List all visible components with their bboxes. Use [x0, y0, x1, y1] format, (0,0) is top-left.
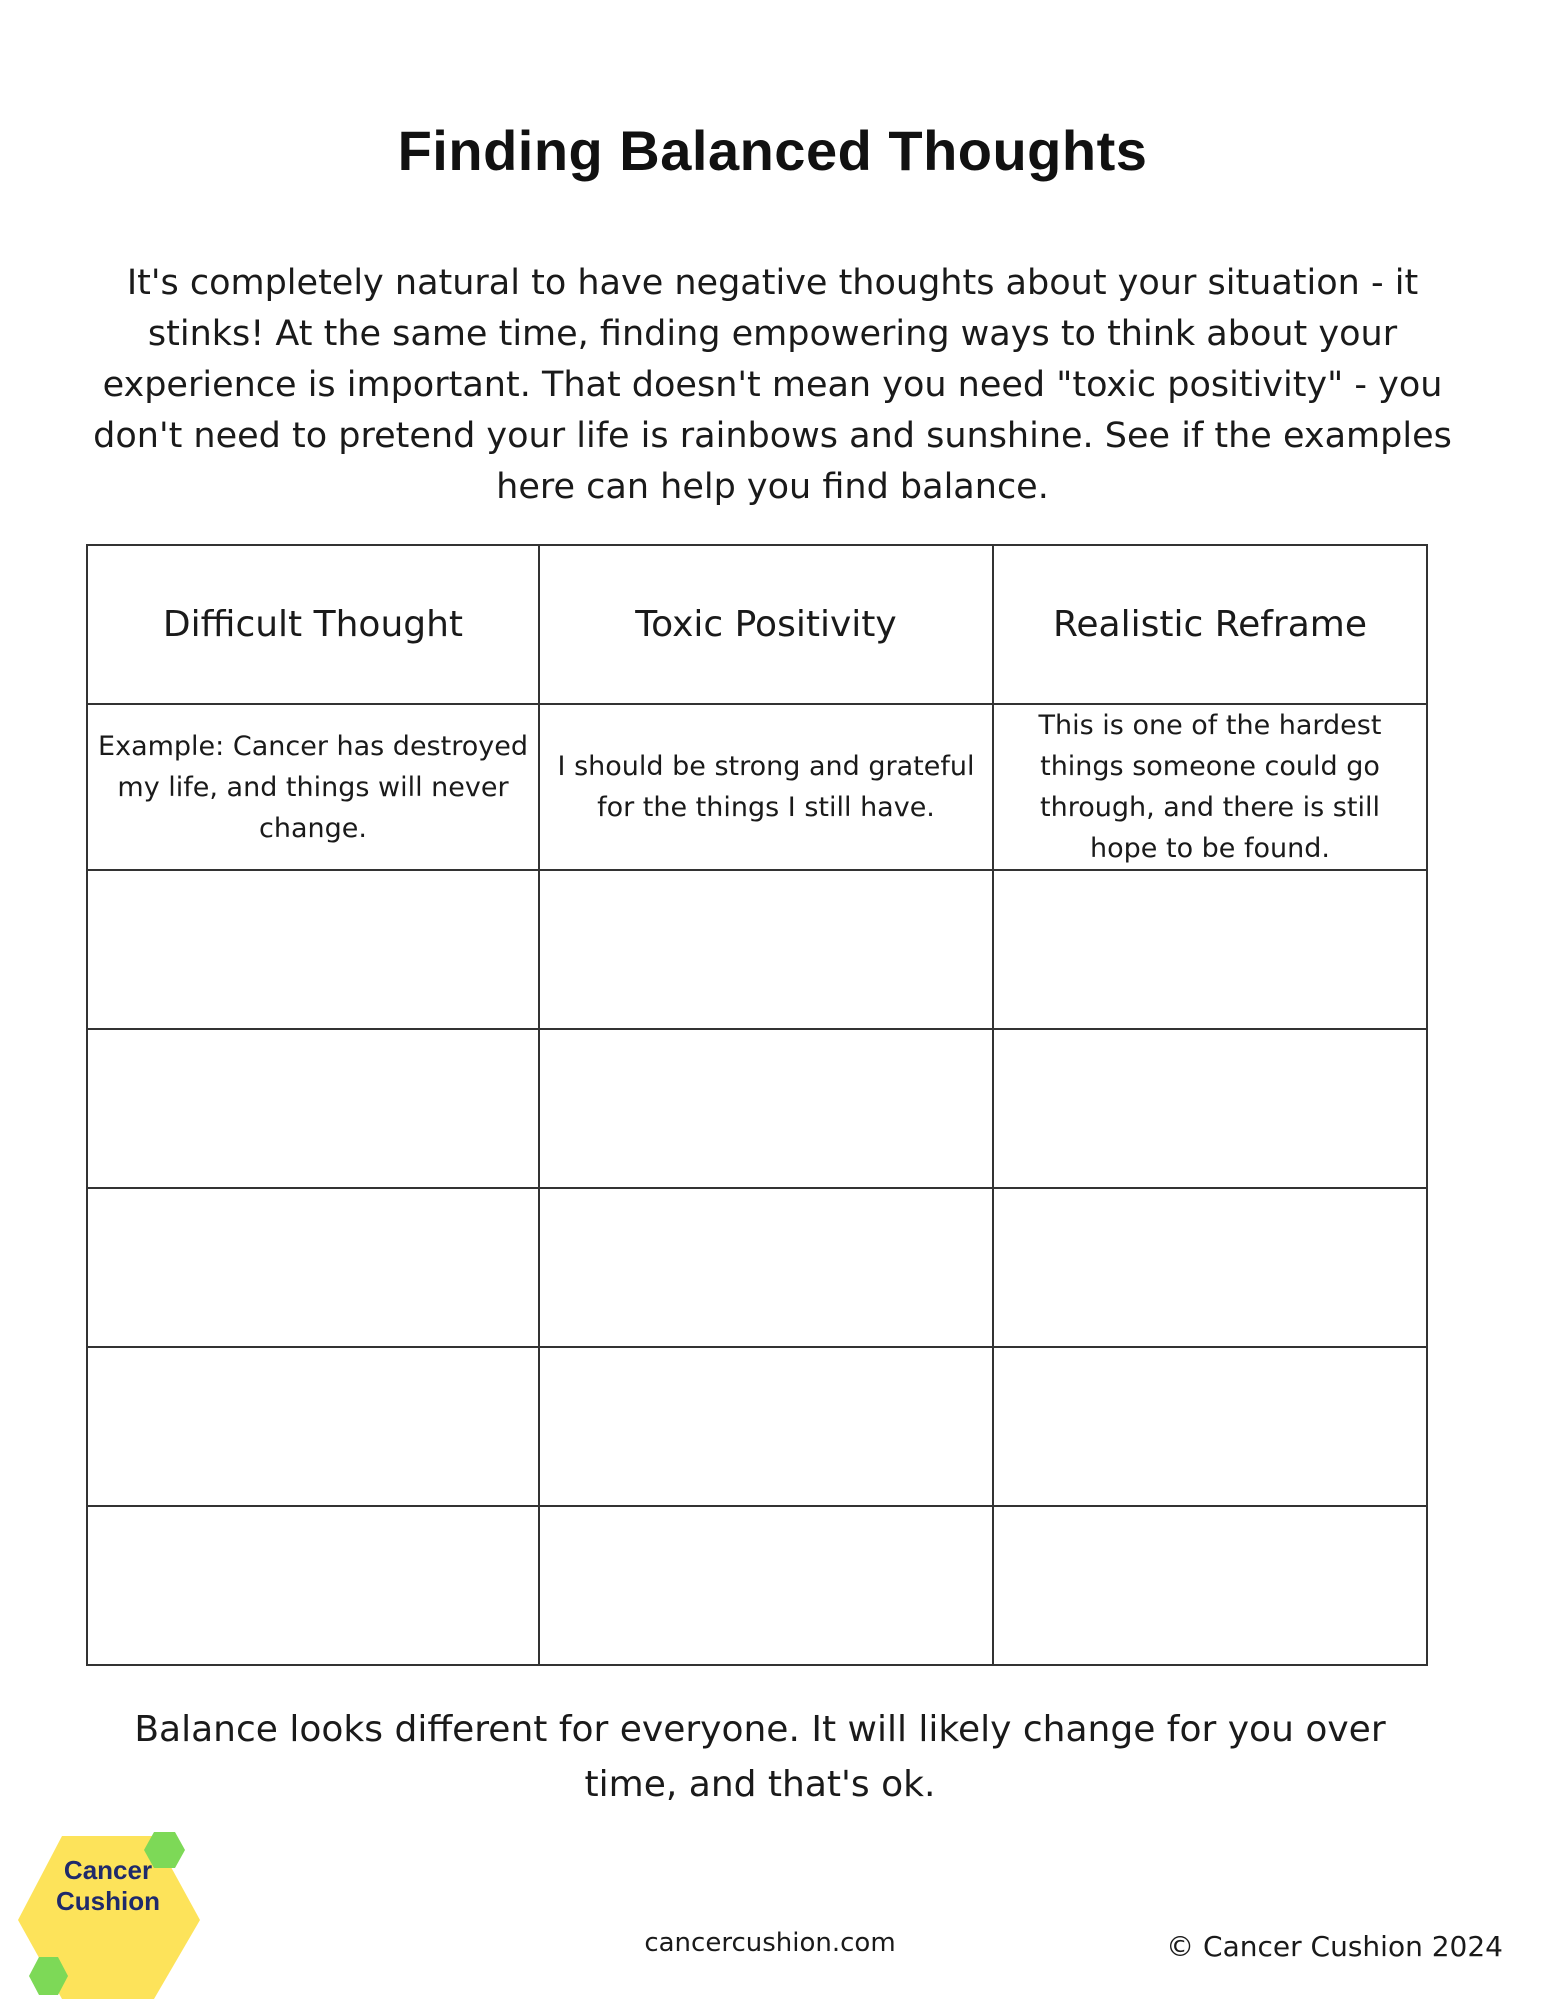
header-toxic-positivity: Toxic Positivity — [539, 545, 993, 704]
logo-wordmark — [28, 1855, 188, 1917]
blank-cell[interactable] — [539, 1506, 993, 1665]
table-row — [87, 1506, 1427, 1665]
blank-cell[interactable] — [993, 1029, 1427, 1188]
example-toxic-positivity: I should be strong and grateful for the things I still have. — [539, 704, 993, 870]
header-realistic-reframe: Realistic Reframe — [993, 545, 1427, 704]
example-row — [87, 704, 1427, 870]
table-header-row — [87, 545, 1427, 704]
worksheet-table — [86, 544, 1428, 1666]
blank-cell[interactable] — [539, 870, 993, 1029]
blank-cell[interactable] — [87, 870, 539, 1029]
closing-note: Balance looks different for everyone. It will likely change for you over time, and that's ok. — [134, 1709, 1386, 1805]
table-row — [87, 1188, 1427, 1347]
table-row — [87, 1029, 1427, 1188]
logo-text-line1: Cancer — [63, 1855, 153, 1885]
blank-cell[interactable] — [993, 1188, 1427, 1347]
table-row — [87, 870, 1427, 1029]
table-row — [87, 1347, 1427, 1506]
blank-cell[interactable] — [993, 1506, 1427, 1665]
example-realistic-reframe: This is one of the hardest things someone could go through, and there is still hope to be found. — [993, 704, 1427, 870]
blank-cell[interactable] — [87, 1029, 539, 1188]
blank-cell[interactable] — [539, 1029, 993, 1188]
blank-cell[interactable] — [87, 1188, 539, 1347]
blank-cell[interactable] — [87, 1347, 539, 1506]
blank-cell[interactable] — [993, 870, 1427, 1029]
header-difficult-thought: Difficult Thought — [87, 545, 539, 704]
page-title: Finding Balanced Thoughts — [397, 119, 1148, 182]
website-url: cancercushion.com — [644, 1928, 896, 1958]
blank-cell[interactable] — [539, 1347, 993, 1506]
logo-text-line2: Cushion — [56, 1886, 160, 1916]
blank-cell[interactable] — [87, 1506, 539, 1665]
blank-cell[interactable] — [539, 1188, 993, 1347]
copyright-notice: © Cancer Cushion 2024 — [1166, 1930, 1503, 1963]
intro-paragraph: It's completely natural to have negative thoughts about your situation - it stinks! At the same time, finding empowering ways to think about your experience is important. That doesn't mean you need "toxic positivity" - you don't need to pretend your life is rainbows and sunshine. See if the examples here can help you find balance. — [93, 263, 1452, 507]
example-difficult-thought: Example: Cancer has destroyed my life, and things will never change. — [87, 704, 539, 870]
blank-cell[interactable] — [993, 1347, 1427, 1506]
